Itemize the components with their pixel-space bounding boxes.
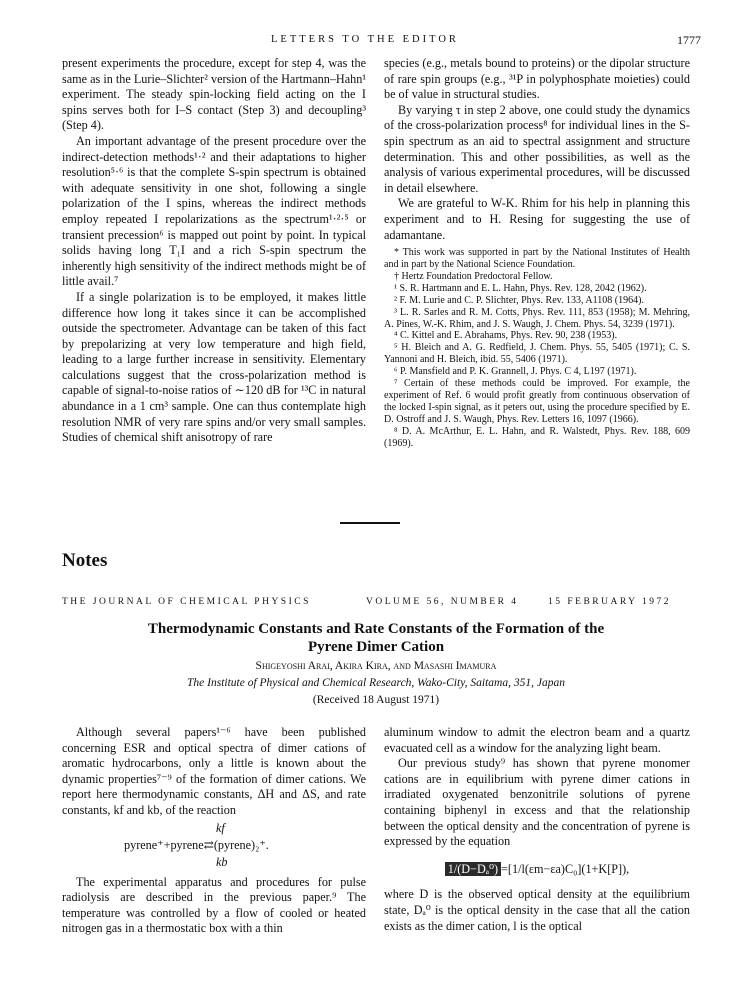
article-left-column <box>62 725 366 937</box>
affiliation: The Institute of Physical and Chemical Research, Wako-City, Saitama, 351, Japan <box>187 677 565 689</box>
footnote: † Hertz Foundation Predoctoral Fellow. <box>394 270 553 282</box>
letter-left-column <box>62 56 366 446</box>
issue-date: 15 FEBRUARY 1972 <box>548 597 672 607</box>
footnotes <box>384 247 690 449</box>
authors: Shigeyoshi Arai, Akira Kira, and Masashi Imamura <box>255 660 497 672</box>
paragraph: We are grateful to W-K. Rhim for his help in planning this experiment and to H. Resing for suggesting the use of adamantane. <box>384 196 690 242</box>
paragraph: Our previous study⁹ has shown that pyrene monomer cations are in equilibrium with pyrene dimer cations in irradiated oxygenated benzonitrile solutions of pyrene containing biphenyl in excess and that the relationship between the optical density and the concentration of pyrene is expressed by the equation <box>384 756 690 849</box>
footnote: ⁷ Certain of these methods could be improved. For example, the experiment of Ref. 6 would profit greatly from continuous observation of the locked I-spin signal, as it peters out, using the procedure specified by E. D. Ostroff and J. S. Waugh, Phys. Rev. Letters 16, 1097 (1966). <box>384 378 690 425</box>
footnote: * This work was supported in part by the National Institutes of Health and in part by the National Science Foundation. <box>384 247 690 271</box>
paragraph: where D is the observed optical density at the equilibrium state, Dₐ⁰ is the optical density in the case that all the cation exists as the dimer cation, l is the optical <box>384 887 690 933</box>
paragraph: By varying τ in step 2 above, one could study the dynamics of the cross-polarization process⁸ for individual lines in the S-spin spectrum as an aid to spectral assignment and structure determination. This and other possibilities, as well as the analysis of various experimental procedures, will be discussed in detail elsewhere. <box>384 102 690 195</box>
footnote: ⁴ C. Kittel and E. Abrahams, Phys. Rev. 90, 238 (1953). <box>394 330 618 342</box>
footnote: ⁵ H. Bleich and A. G. Redfield, J. Chem. Phys. 55, 5405 (1971); C. S. Yannoni and H. Bleich, ibid. 55, 5406 (1971). <box>384 342 690 366</box>
paragraph: species (e.g., metals bound to proteins) or the dipolar structure of rare spin groups (e.g., ³¹P in polyphosphate moieties) could be of value in structural studies. <box>384 56 690 102</box>
paragraph: present experiments the procedure, except for step 4, was the same as in the Lurie–Slichter² version of the Hartmann–Hahn¹ experiment. The steady spin-locking field acting on the I spins serves both for I–S contact (Step 3) and decoupling³ (Step 4). <box>62 56 366 133</box>
volume-number: VOLUME 56, NUMBER 4 <box>366 597 519 607</box>
reaction-equation: kf pyrene⁺+pyrene⇄(pyrene)₂⁺. kb <box>124 820 269 869</box>
footnote: ⁶ P. Mansfield and P. K. Grannell, J. Phys. C 4, L197 (1971). <box>394 366 637 378</box>
paragraph: aluminum window to admit the electron beam and a quartz evacuated cell as a window for the analyzing light beam. <box>384 725 690 755</box>
page-number: 1777 <box>677 33 701 47</box>
highlighted-term: 1/(D−Dₐ⁰) <box>445 862 501 876</box>
section-heading: Notes <box>62 550 108 571</box>
footnote: ⁸ D. A. McArthur, E. L. Hahn, and R. Walstedt, Phys. Rev. 188, 609 (1969). <box>384 425 690 449</box>
optical-density-equation: 1/(D−Dₐ⁰) =[1/l(εm−εa)C₀](1+K[P]), <box>384 862 690 878</box>
running-title: LETTERS TO THE EDITOR <box>271 34 459 45</box>
paragraph: The experimental apparatus and procedures for pulse radiolysis are described in the previous paper.⁹ The temperature was controlled by a flow of cooled or heated nitrogen gas in a thermostatic box with a thin <box>62 874 366 936</box>
footnote: ³ L. R. Sarles and R. M. Cotts, Phys. Rev. 111, 853 (1958); M. Mehring, A. Pines, W.-K. Rhim, and J. S. Waugh, J. Chem. Phys. 54, 3239 (1971). <box>384 306 690 330</box>
letter-right-column <box>384 56 690 450</box>
paragraph: Although several papers¹⁻⁶ have been published concerning ESR and optical spectra of dimer cations of aromatic hydrocarbons, only a little is known about the dynamic properties⁷⁻⁹ of the formation of dimer cations. We report here thermodynamic constants, ΔH and ΔS, and rate constants, kf and kb, of the reaction <box>62 725 366 817</box>
section-divider <box>340 522 400 524</box>
footnote: ¹ S. R. Hartmann and E. L. Hahn, Phys. Rev. 128, 2042 (1962). <box>394 282 647 294</box>
article-title: Thermodynamic Constants and Rate Constants of the Formation of the Pyrene Dimer Cation <box>147 621 605 655</box>
journal-name: THE JOURNAL OF CHEMICAL PHYSICS <box>62 597 311 607</box>
paragraph: If a single polarization is to be employed, it makes little difference how long it takes since it can be accomplished outside the spectrometer. Advantage can be taken of this fact by prepolarizing at very low temperature and high field, leading to a large further increase in sensitivity. Elementary calculations suggest that the cross-polarization method is capable of signal-to-noise ratios of ∼120 dB for ¹³C in natural abundance in a 1 cm³ sample. One can thus contemplate high resolution NMR of very rare spins and/or very small samples. Studies of chemical shift anisotropy of rare <box>62 289 366 445</box>
article-right-column <box>384 725 690 934</box>
received-date: (Received 18 August 1971) <box>312 694 440 706</box>
footnote: ² F. M. Lurie and C. P. Slichter, Phys. Rev. 133, A1108 (1964). <box>394 294 644 306</box>
paragraph: An important advantage of the present procedure over the indirect-detection methods¹·² and their adaptations to higher resolution⁵·⁶ is that the complete S-spin spectrum is obtained with adequate sensitivity in one shot, following a single polarization of the I spins, whereas the indirect methods employ repeated I repolarizations as the spectrum¹·²·⁵ or transient precession⁶ is mapped out point by point. In typical solids having long T₁I and a rich S-spin spectrum the inherently high sensitivity of the indirect methods might be of little avail.⁷ <box>62 133 366 289</box>
